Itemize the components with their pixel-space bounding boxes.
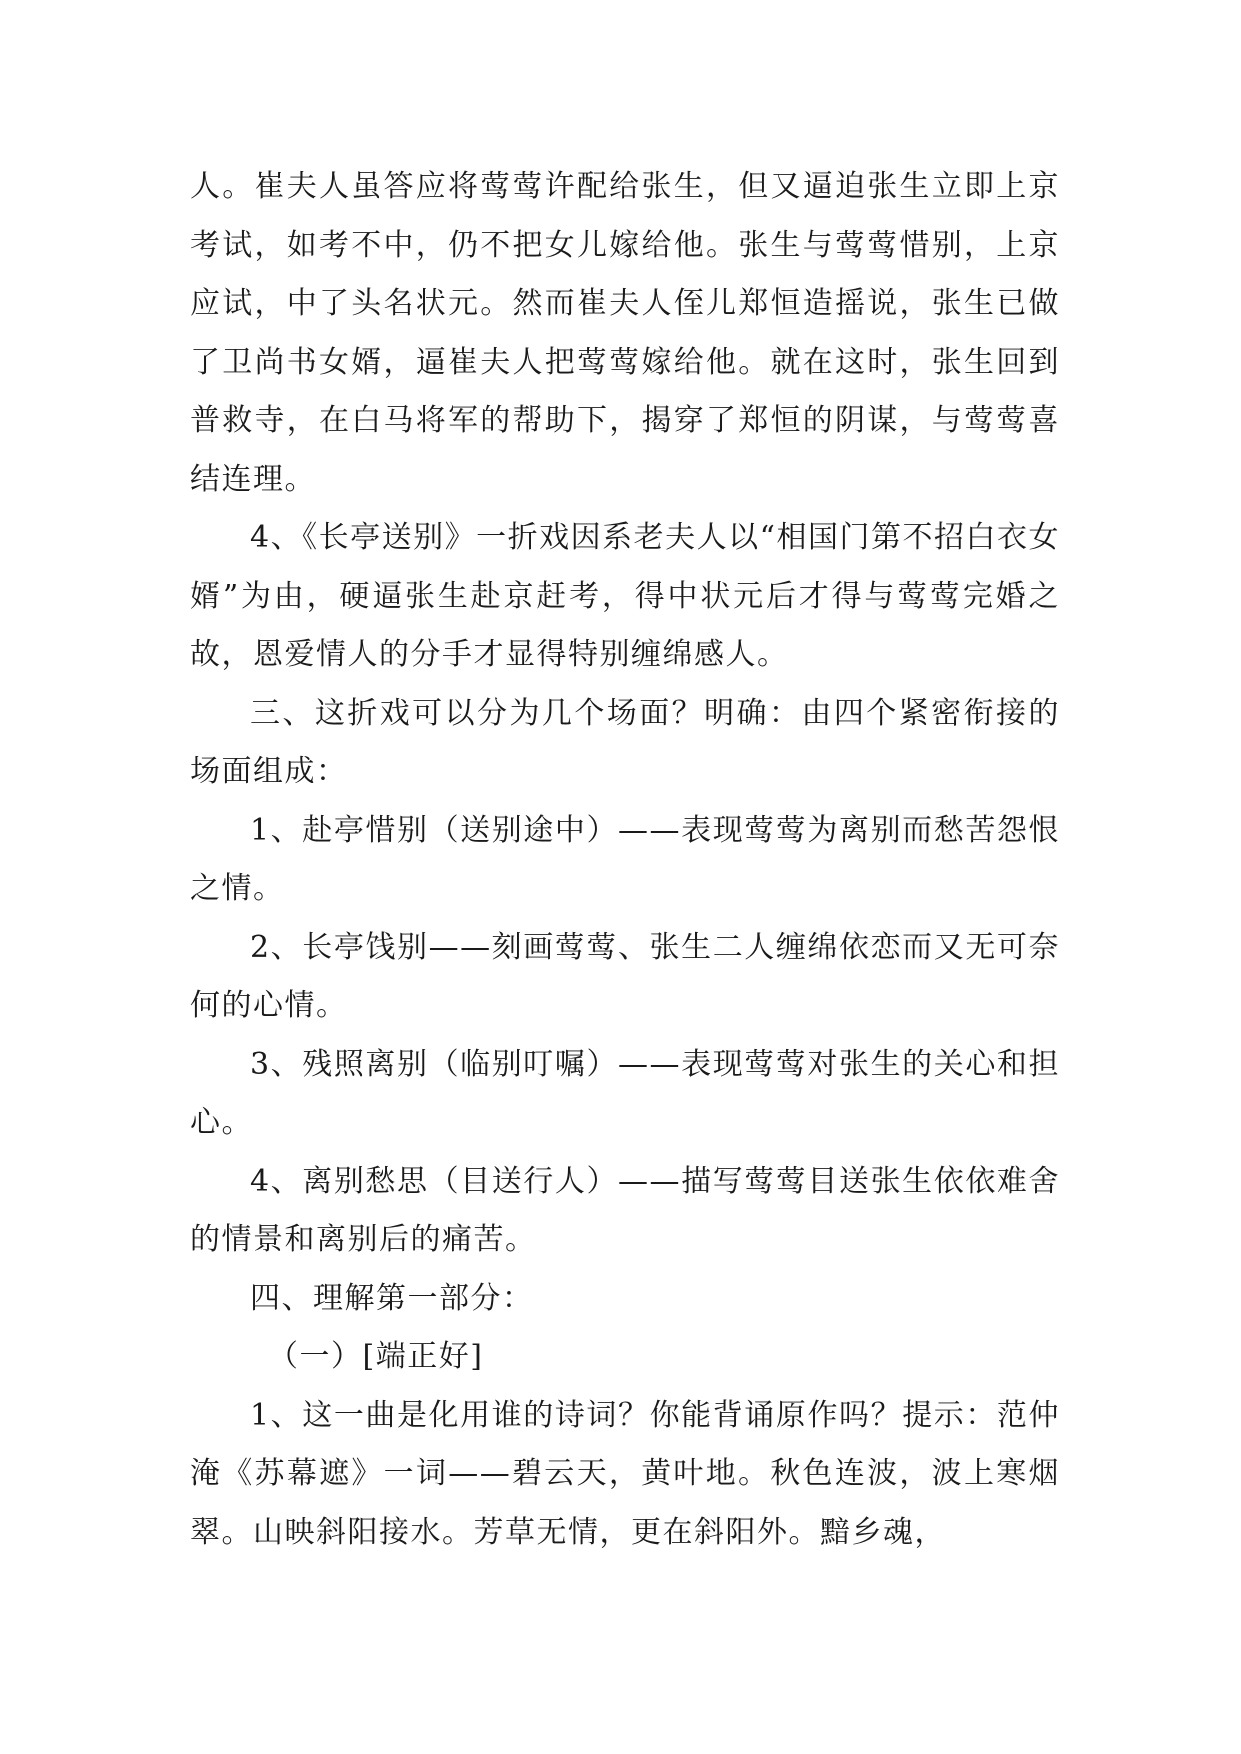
paragraph-story-summary: 人。崔夫人虽答应将莺莺许配给张生，但又逼迫张生立即上京考试，如考不中，仍不把女儿嫁给他。张生与莺莺惜别，上京应试，中了头名状元。然而崔夫人侄儿郑恒造摇说，张生已做了卫尚书女婿，逼崔夫人把莺莺嫁给他。就在这时，张生回到普救寺，在白马将军的帮助下，揭穿了郑恒的阴谋，与莺莺喜结连理。: [190, 169, 1060, 497]
paragraph-scene-2: 2、长亭饯别——刻画莺莺、张生二人缠绵依恋而又无可奈何的心情。: [190, 929, 1060, 1023]
paragraph-point-4: 4、《长亭送别》一折戏因系老夫人以“相国门第不招白衣女婿”为由，硬逼张生赴京赶考，得中状元后才得与莺莺完婚之故，恩爱情人的分手才显得特别缠绵感人。: [190, 520, 1060, 672]
paragraph-scene-1: 1、赴亭惜别（送别途中）——表现莺莺为离别而愁苦怨恨之情。: [190, 812, 1060, 906]
paragraph-scene-3: 3、残照离别（临别叮嘱）——表现莺莺对张生的关心和担心。: [190, 1046, 1060, 1140]
paragraph-scene-4: 4、离别愁思（目送行人）——描写莺莺目送张生依依难舍的情景和离别后的痛苦。: [190, 1163, 1060, 1257]
paragraph-section-3-heading: 三、这折戏可以分为几个场面？明确：由四个紧密衔接的场面组成：: [190, 695, 1060, 789]
paragraph-question-1: 1、这一曲是化用谁的诗词？你能背诵原作吗？提示：范仲淹《苏幕遮》一词——碧云天，黄叶地。秋色连波，波上寒烟翠。山映斜阳接水。芳草无情，更在斜阳外。黯乡魂，: [190, 1397, 1060, 1550]
paragraph-subsection-1: （一）[端正好]: [268, 1339, 484, 1374]
document-body: [190, 158, 1060, 1562]
paragraph-section-4-heading: 四、理解第一部分：: [250, 1280, 534, 1316]
